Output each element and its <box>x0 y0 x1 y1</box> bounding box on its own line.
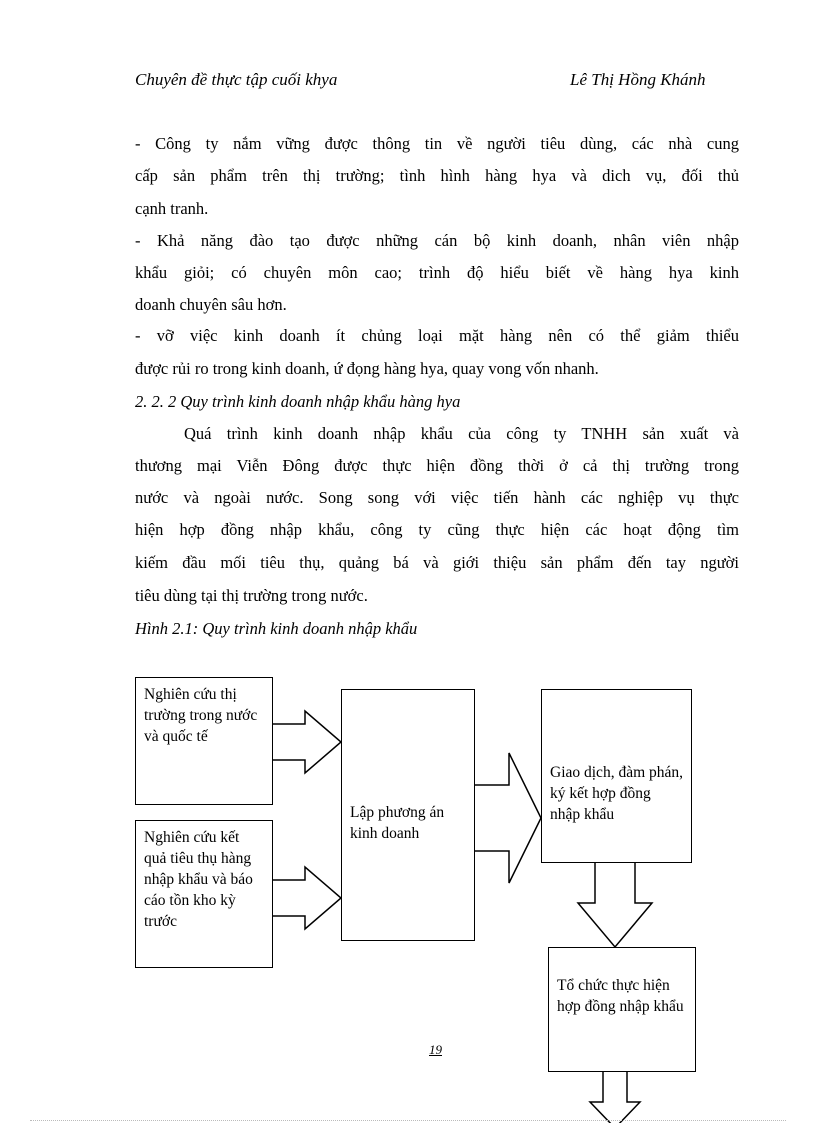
section-heading: 2. 2. 2 Quy trình kinh doanh nhập khẩu hàng hya <box>135 392 461 411</box>
arrow-research-to-plan <box>272 711 341 773</box>
arrow-negotiation-to-execution <box>578 862 652 947</box>
page-number: 19 <box>429 1042 442 1057</box>
paragraph-3-line-1: - vỡ việc kinh doanh ít chủng loại mặt hàng nên có thể giảm thiểu <box>135 326 739 345</box>
page-bottom-rule <box>30 1120 786 1121</box>
box-sales-results: Nghiên cứu kết quả tiêu thụ hàng nhập khẩu và báo cáo tồn kho kỳ trước <box>135 820 273 968</box>
arrow-sales-to-plan <box>272 867 341 929</box>
paragraph-1-line-1: - Công ty nắm vững được thông tin về người tiêu dùng, các nhà cung <box>135 134 739 153</box>
paragraph-2-line-2: khẩu giỏi; có chuyên môn cao; trình độ hiểu biết về hàng hya kinh <box>135 263 739 282</box>
box-market-research: Nghiên cứu thị trường trong nước và quốc tế <box>135 677 273 805</box>
paragraph-2-line-3: doanh chuyên sâu hơn. <box>135 295 287 314</box>
body-line-1: Quá trình kinh doanh nhập khẩu của công ty TNHH sản xuất và <box>184 424 739 443</box>
box-business-plan: Lập phương án kinh doanh <box>341 689 475 941</box>
box-contract-execution: Tổ chức thực hiện hợp đồng nhập khẩu <box>548 947 696 1072</box>
paragraph-1-line-3: cạnh tranh. <box>135 199 209 218</box>
figure-caption: Hình 2.1: Quy trình kinh doanh nhập khẩu <box>135 619 418 638</box>
box-negotiation: Giao dịch, đàm phán, ký kết hợp đồng nhập khẩu <box>541 689 692 863</box>
paragraph-3-line-2: được rủi ro trong kinh doanh, ứ đọng hàng hya, quay vong vốn nhanh. <box>135 359 599 378</box>
body-line-4: hiện hợp đồng nhập khẩu, công ty cũng thực hiện các hoạt động tìm <box>135 520 739 539</box>
paragraph-1-line-2: cấp sản phẩm trên thị trường; tình hình hàng hya và dich vụ, đối thủ <box>135 166 739 185</box>
arrow-plan-to-negotiation <box>474 753 541 883</box>
body-line-5: kiếm đầu mối tiêu thụ, quảng bá và giới thiệu sản phẩm đến tay người <box>135 553 739 572</box>
paragraph-2-line-1: - Khả năng đào tạo được những cán bộ kinh doanh, nhân viên nhập <box>135 231 739 250</box>
header-author: Lê Thị Hồng Khánh <box>570 70 706 89</box>
header-title: Chuyên đề thực tập cuối khya <box>135 70 338 89</box>
body-line-6: tiêu dùng tại thị trường trong nước. <box>135 586 368 605</box>
body-line-3: nước và ngoài nước. Song song với việc tiến hành các nghiệp vụ thực <box>135 488 739 507</box>
body-line-2: thương mại Viễn Đông được thực hiện đồng thời ở cả thị trường trong <box>135 456 739 475</box>
arrow-execution-down <box>590 1071 640 1123</box>
